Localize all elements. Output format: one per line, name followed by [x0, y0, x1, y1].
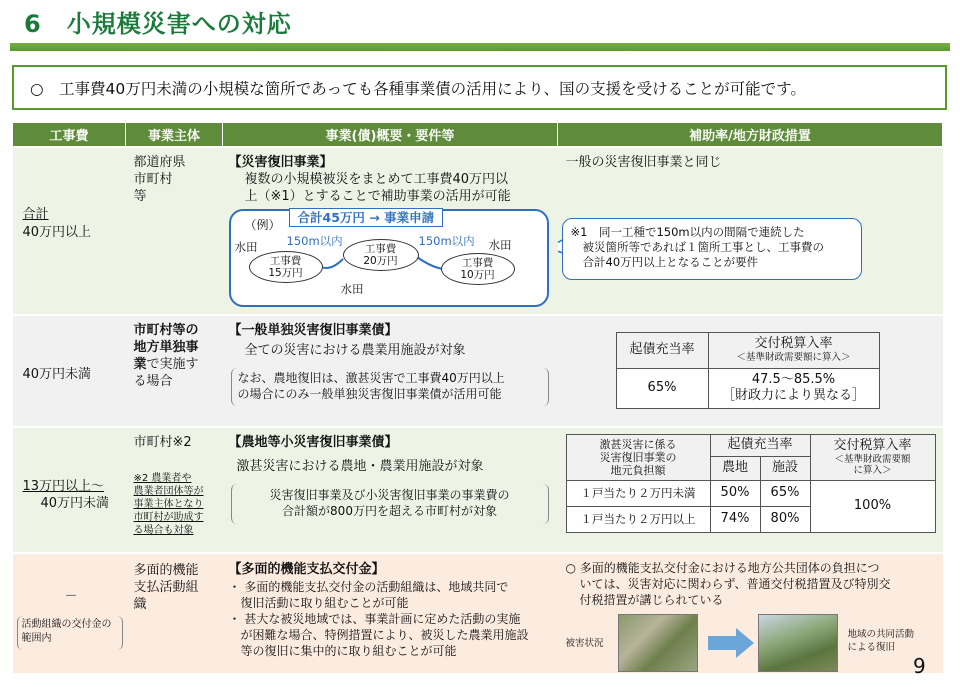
note-line: 被災箇所等であれば１箇所工事とし、工事費の: [582, 239, 824, 254]
burden-over-20k: １戸当たり２万円以上: [566, 506, 710, 532]
tax-rate-sub: ＜基準財政需要額に算入＞: [736, 352, 851, 363]
header-line: 激甚災害に係る: [599, 437, 677, 451]
farmland-rate: 50%: [710, 480, 760, 506]
note-line: 災害復旧事業及び小災害復旧事業の事業費の: [269, 487, 510, 502]
rate-text: 一般の災害復旧事業と同じ: [565, 154, 722, 170]
tax-rate-sub: に算入＞: [853, 465, 892, 476]
cost-range: 13万円以上～: [22, 478, 105, 494]
program-name: 【災害復旧事業】: [228, 154, 333, 170]
entity-line: 市町村※2: [133, 434, 192, 450]
entity-line: 等: [133, 188, 147, 204]
program-desc: 激甚災害における農地・農業用施設が対象: [236, 458, 484, 474]
example-total: 合計45万円 → 事業申請: [289, 208, 444, 227]
program-desc: 上（※1）とすることで補助事業の活用が可能: [244, 188, 511, 204]
tax-rate-value: 100%: [810, 480, 935, 532]
farmland-rate: 74%: [710, 506, 760, 532]
header-line: 地元負担額: [610, 463, 666, 477]
cost-note-line: 活動組織の交付金の: [21, 618, 112, 630]
financial-table: [616, 332, 880, 409]
example-label: （例）: [244, 217, 281, 232]
paddy-label: 水田: [488, 237, 512, 252]
tax-rate-sub: ＜基準財政需要額: [834, 454, 911, 465]
bullet-line: が困難な場合、特例措置により、被災した農業用施設: [240, 627, 529, 642]
tax-rate-range: 47.5～85.5%: [751, 372, 836, 387]
facility-rate: 65%: [760, 480, 810, 506]
entity-line: る場合: [133, 373, 173, 389]
entity-note: [134, 472, 204, 537]
program-name: 【多面的機能支払交付金】: [228, 561, 385, 577]
table-header-row: [13, 123, 943, 147]
table-row: [13, 315, 943, 427]
note-line: ※1 同一工種で150m以内の間隔で連続した: [570, 224, 805, 239]
local-burden-header: [566, 434, 710, 480]
facility-header: 施設: [760, 456, 810, 480]
cost-label: 合計: [22, 206, 49, 222]
burden-under-20k: １戸当たり２万円未満: [566, 480, 710, 506]
financial-table: [566, 434, 936, 533]
site-label: 工事費: [364, 242, 397, 255]
note-line: 合計額が800万円を超える市町村が対象: [282, 503, 497, 518]
entity-line: 多面的機能: [133, 562, 199, 578]
bullet-line: 復旧活動に取り組むことが可能: [240, 595, 409, 610]
header-overview: 事業(債)概要・要件等: [223, 123, 558, 147]
cost-value: 40万円未満: [22, 366, 92, 382]
table-row: [13, 147, 943, 315]
arrow-right-icon: [708, 628, 754, 658]
photo-caption-after: [848, 628, 915, 654]
cost-note-line: 範囲内: [21, 632, 52, 644]
recovery-photo: [758, 614, 838, 672]
bullet-line: 等の復旧に集中的に取り組むことが可能: [240, 643, 457, 658]
photo-caption-before: 被害状況: [565, 637, 604, 649]
cost-value: 40万円以上: [22, 224, 92, 240]
entity-line: 地方単独事: [133, 339, 199, 355]
program-desc: 全ての災害における農業用施設が対象: [244, 342, 466, 358]
entity-line: 市町村等の: [133, 322, 199, 338]
header-entity: 事業主体: [126, 123, 223, 147]
bond-rate-header: 起債充当率: [616, 332, 708, 368]
tax-rate-title: 交付税算入率: [754, 336, 833, 351]
summary-text: ○ 工事費40万円未満の小規模な箇所であっても各種事業債の活用により、国の支援を受けることが可能です。: [30, 79, 806, 98]
title-underline: [10, 43, 950, 51]
paddy-label: 水田: [234, 239, 258, 254]
entity-line: 支払活動組: [133, 579, 199, 595]
program-name: 【農地等小災害復旧事業債】: [228, 434, 398, 450]
site-label: 工事費: [461, 256, 494, 269]
cost-value: －: [64, 588, 78, 604]
site-cost: 15万円: [268, 266, 303, 279]
note-line: なお、農地復旧は、激甚災害で工事費40万円以上: [237, 370, 505, 385]
measures-table: [12, 122, 943, 673]
entity-note-line: 農業者団体等が: [133, 485, 204, 497]
entity-line: [134, 356, 199, 373]
program-desc: 複数の小規模被災をまとめて工事費40万円以: [244, 171, 509, 187]
caption-line: 地域の共同活動: [847, 628, 915, 640]
entity-line: 市町村: [133, 171, 173, 187]
bond-rate-value: 65%: [616, 368, 708, 408]
summary-box: [12, 65, 947, 110]
entity-line: 織: [133, 596, 147, 612]
site-label: 工事費: [269, 254, 302, 267]
entity-note-line: る場合も対象: [133, 524, 194, 536]
tax-rate-value: [708, 368, 879, 408]
entity-note-line: 事業主体となり: [133, 498, 204, 510]
distance-label: 150m以内: [286, 233, 343, 248]
facility-rate: 80%: [760, 506, 810, 532]
rate-line: いては、災害対応に関わらず、普通交付税措置及び特別交: [579, 576, 891, 591]
site-left: [249, 251, 323, 283]
bond-rate-header: 起債充当率: [710, 434, 810, 456]
rate-line: ○ 多面的機能支払交付金における地方公共団体の負担につ: [565, 560, 880, 575]
example-diagram: [229, 209, 549, 307]
damage-photo: [618, 614, 698, 672]
tax-rate-note: ［財政力により異なる］: [721, 388, 865, 403]
site-cost: 20万円: [363, 254, 398, 267]
table-row: [13, 427, 943, 553]
note-line: の場合にのみ一般単独災害復旧事業債が活用可能: [237, 386, 502, 401]
farmland-header: 農地: [710, 456, 760, 480]
table-row: [13, 553, 943, 673]
entity-note-line: 市町村が助成す: [133, 511, 204, 523]
tax-rate-header: [810, 434, 935, 480]
site-mid: [343, 239, 419, 271]
page-number: 9: [913, 654, 926, 678]
header-rate: 補助率/地方財政措置: [558, 123, 943, 147]
site-cost: 10万円: [460, 268, 495, 281]
site-right: [441, 253, 515, 285]
distance-label: 150m以内: [418, 233, 475, 248]
bullet-line: ・ 甚大な被災地域では、事業計画に定めた活動の実施: [228, 611, 521, 626]
entity-line: 都道府県: [133, 154, 186, 170]
caption-line: による復旧: [847, 641, 896, 653]
rate-line: 付税措置が講じられている: [579, 592, 724, 607]
entity-note-line: ※2 農業者や: [133, 472, 192, 484]
bullet-line: ・ 多面的機能支払交付金の活動組織は、地域共同で: [228, 579, 509, 594]
page-title: 6 小規模災害への対応: [24, 10, 292, 38]
note-box: [231, 368, 549, 406]
cost-note: [17, 616, 123, 650]
tax-rate-header: [708, 332, 879, 368]
note-line: 合計40万円以上となることが要件: [582, 254, 759, 269]
entity-bold: 業: [133, 356, 147, 372]
note-callout: [562, 218, 862, 280]
cost-range: 40万円未満: [40, 495, 110, 511]
note-box: [231, 484, 549, 524]
header-cost: 工事費: [13, 123, 126, 147]
header-line: 災害復旧事業の: [599, 450, 677, 464]
tax-rate-title: 交付税算入率: [833, 438, 912, 453]
entity-rest: で実施す: [146, 356, 199, 372]
program-name: 【一般単独災害復旧事業債】: [228, 322, 398, 338]
paddy-label: 水田: [340, 281, 364, 296]
